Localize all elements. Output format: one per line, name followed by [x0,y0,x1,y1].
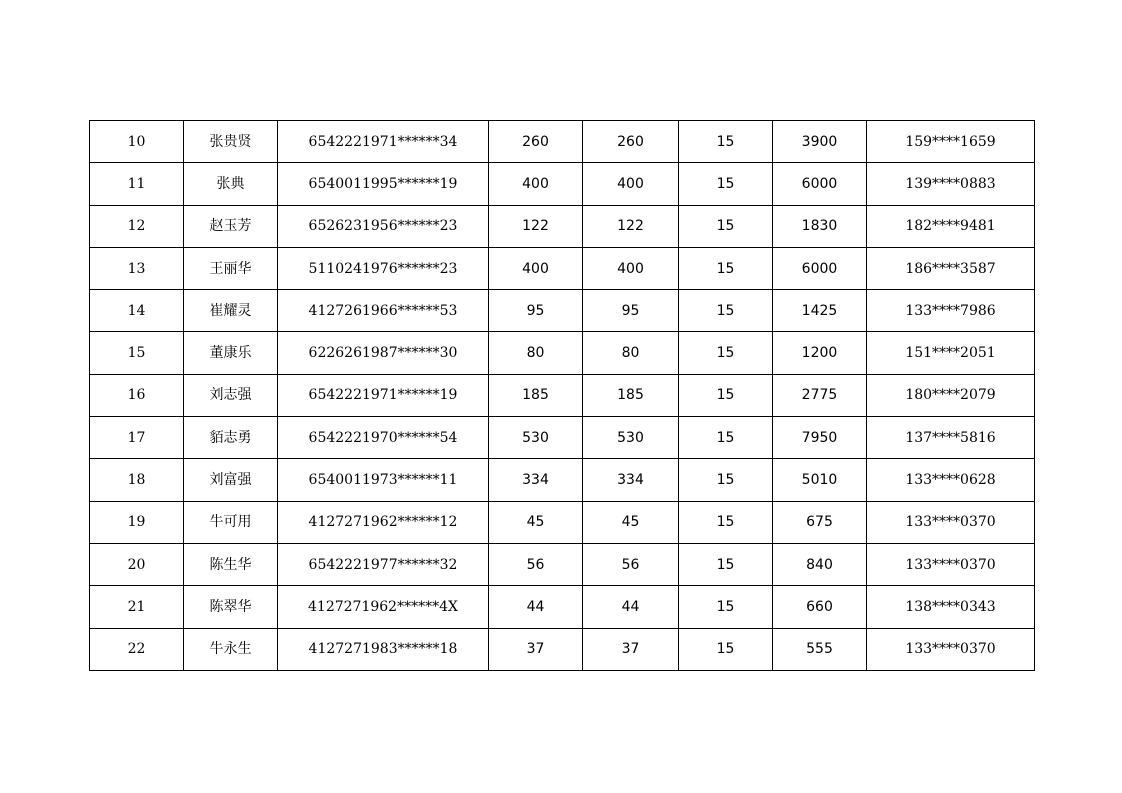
value-cell-4: 530 [489,417,583,459]
value-cell-7: 5010 [773,459,867,501]
id-number-cell: 6542221970******54 [278,417,489,459]
name-cell: 张典 [184,163,278,205]
value-cell-7: 6000 [773,163,867,205]
value-cell-4: 334 [489,459,583,501]
name-cell: 貊志勇 [184,417,278,459]
table-row [90,332,1035,374]
value-cell-4: 56 [489,543,583,585]
value-cell-4: 44 [489,586,583,628]
value-cell-6: 15 [679,628,773,670]
phone-cell: 133****0370 [867,543,1035,585]
value-cell-5: 260 [583,121,679,163]
id-number-cell: 6226261987******30 [278,332,489,374]
id-number-cell: 6540011973******11 [278,459,489,501]
row-number-cell: 21 [90,586,184,628]
row-number-cell: 16 [90,374,184,416]
value-cell-4: 122 [489,205,583,247]
phone-cell: 138****0343 [867,586,1035,628]
phone-cell: 182****9481 [867,205,1035,247]
value-cell-7: 555 [773,628,867,670]
id-number-cell: 6542221977******32 [278,543,489,585]
id-number-cell: 4127261966******53 [278,290,489,332]
value-cell-4: 400 [489,163,583,205]
table-row [90,290,1035,332]
value-cell-5: 530 [583,417,679,459]
phone-cell: 133****0370 [867,628,1035,670]
name-cell: 陈生华 [184,543,278,585]
value-cell-6: 15 [679,543,773,585]
value-cell-5: 37 [583,628,679,670]
table-row [90,628,1035,670]
row-number-cell: 20 [90,543,184,585]
table-row [90,459,1035,501]
value-cell-4: 37 [489,628,583,670]
value-cell-5: 334 [583,459,679,501]
table-row [90,163,1035,205]
value-cell-7: 1425 [773,290,867,332]
name-cell: 刘富强 [184,459,278,501]
table-row [90,543,1035,585]
data-table [89,120,1035,671]
value-cell-4: 80 [489,332,583,374]
phone-cell: 159****1659 [867,121,1035,163]
id-number-cell: 6526231956******23 [278,205,489,247]
value-cell-7: 3900 [773,121,867,163]
value-cell-4: 260 [489,121,583,163]
value-cell-7: 7950 [773,417,867,459]
value-cell-5: 80 [583,332,679,374]
row-number-cell: 22 [90,628,184,670]
value-cell-7: 1200 [773,332,867,374]
phone-cell: 133****0628 [867,459,1035,501]
value-cell-6: 15 [679,417,773,459]
row-number-cell: 17 [90,417,184,459]
value-cell-6: 15 [679,290,773,332]
value-cell-5: 185 [583,374,679,416]
row-number-cell: 13 [90,247,184,289]
row-number-cell: 19 [90,501,184,543]
value-cell-4: 45 [489,501,583,543]
row-number-cell: 15 [90,332,184,374]
name-cell: 牛可用 [184,501,278,543]
value-cell-5: 122 [583,205,679,247]
row-number-cell: 10 [90,121,184,163]
table-row [90,501,1035,543]
value-cell-6: 15 [679,121,773,163]
value-cell-6: 15 [679,205,773,247]
value-cell-6: 15 [679,163,773,205]
name-cell: 牛永生 [184,628,278,670]
table-row [90,374,1035,416]
value-cell-5: 45 [583,501,679,543]
name-cell: 张贵贤 [184,121,278,163]
id-number-cell: 6540011995******19 [278,163,489,205]
value-cell-4: 95 [489,290,583,332]
value-cell-6: 15 [679,374,773,416]
phone-cell: 133****7986 [867,290,1035,332]
table-row [90,121,1035,163]
value-cell-7: 2775 [773,374,867,416]
table-row [90,417,1035,459]
value-cell-6: 15 [679,332,773,374]
phone-cell: 139****0883 [867,163,1035,205]
name-cell: 董康乐 [184,332,278,374]
name-cell: 刘志强 [184,374,278,416]
value-cell-4: 400 [489,247,583,289]
value-cell-7: 6000 [773,247,867,289]
id-number-cell: 4127271983******18 [278,628,489,670]
name-cell: 赵玉芳 [184,205,278,247]
id-number-cell: 5110241976******23 [278,247,489,289]
phone-cell: 151****2051 [867,332,1035,374]
value-cell-6: 15 [679,459,773,501]
id-number-cell: 6542221971******19 [278,374,489,416]
table-row [90,205,1035,247]
value-cell-5: 44 [583,586,679,628]
id-number-cell: 4127271962******12 [278,501,489,543]
name-cell: 崔耀灵 [184,290,278,332]
id-number-cell: 6542221971******34 [278,121,489,163]
id-number-cell: 4127271962******4X [278,586,489,628]
row-number-cell: 14 [90,290,184,332]
name-cell: 王丽华 [184,247,278,289]
value-cell-7: 660 [773,586,867,628]
table-body [90,121,1035,671]
phone-cell: 137****5816 [867,417,1035,459]
value-cell-5: 95 [583,290,679,332]
value-cell-6: 15 [679,501,773,543]
value-cell-4: 185 [489,374,583,416]
phone-cell: 133****0370 [867,501,1035,543]
row-number-cell: 18 [90,459,184,501]
value-cell-7: 675 [773,501,867,543]
value-cell-5: 56 [583,543,679,585]
value-cell-6: 15 [679,247,773,289]
phone-cell: 180****2079 [867,374,1035,416]
value-cell-6: 15 [679,586,773,628]
value-cell-5: 400 [583,163,679,205]
phone-cell: 186****3587 [867,247,1035,289]
value-cell-5: 400 [583,247,679,289]
row-number-cell: 11 [90,163,184,205]
row-number-cell: 12 [90,205,184,247]
value-cell-7: 1830 [773,205,867,247]
value-cell-7: 840 [773,543,867,585]
name-cell: 陈翠华 [184,586,278,628]
table-row [90,247,1035,289]
table-row [90,586,1035,628]
